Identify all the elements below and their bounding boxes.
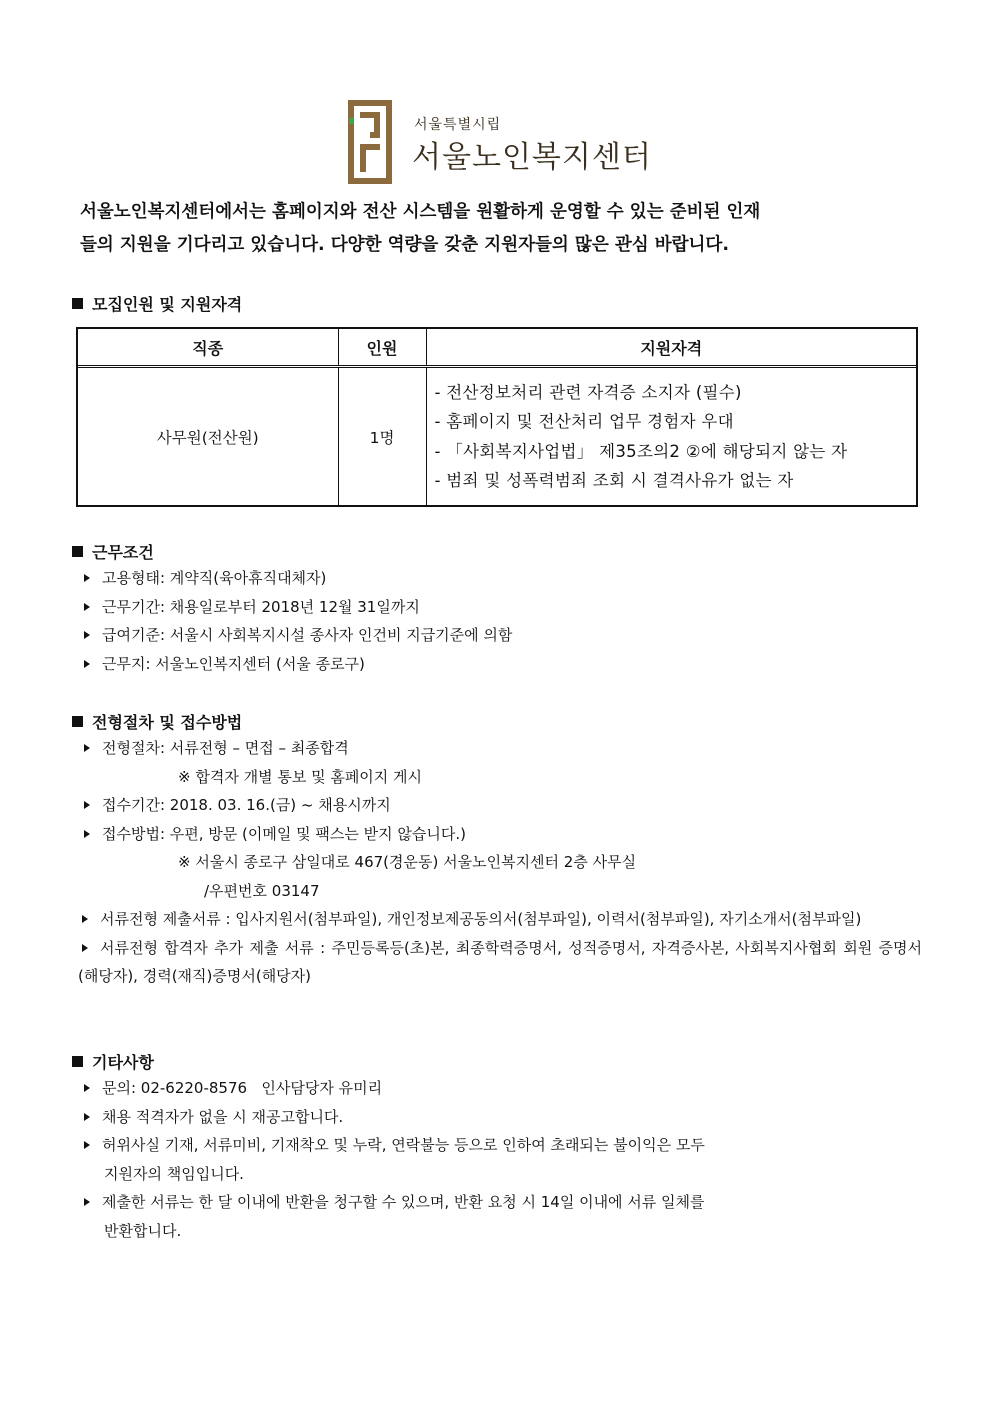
- list-item: [80, 820, 922, 849]
- intro-paragraph: [80, 196, 922, 262]
- triangle-bullet-icon: [84, 603, 90, 611]
- list-item-text: 전형절차: 서류전형 – 면접 – 최종합격: [102, 739, 349, 757]
- qualification-item: - 전산정보처리 관련 자격증 소지자 (필수): [434, 382, 742, 402]
- qualification-item: - 「사회복지사업법」 제35조의2 ②에 해당되지 않는 자: [434, 441, 848, 461]
- list-item-text: 허위사실 기재, 서류미비, 기재착오 및 누락, 연락불능 등으로 인하여 초래되는 불이익은 모두: [102, 1136, 705, 1154]
- process-list: [80, 734, 922, 991]
- count-cell: 1명: [338, 367, 426, 506]
- list-item: [80, 650, 922, 679]
- list-item-text: 제출한 서류는 한 달 이내에 반환을 청구할 수 있으며, 반환 요청 시 14일 이내에 서류 일체를: [102, 1193, 705, 1211]
- triangle-bullet-icon: [84, 744, 90, 752]
- triangle-bullet-icon: [84, 1141, 90, 1149]
- list-item: [80, 1103, 922, 1132]
- center-logo-mark-icon: [346, 98, 394, 186]
- list-item: [80, 1131, 922, 1160]
- triangle-bullet-icon: [84, 801, 90, 809]
- section-heading-recruitment: [72, 292, 242, 315]
- list-item-text: 서류전형 합격자 추가 제출 서류 : 주민등록등(초)본, 최종학력증명서, 성적증명서, 자격증사본, 사회복지사협회 회원 증명서(해당자), 경력(재직)증명서(해당자): [78, 938, 922, 985]
- list-item-text: 접수기간: 2018. 03. 16.(금) ~ 채용시까지: [102, 796, 391, 814]
- logo-big-text: 서울노인복지센터: [412, 140, 652, 175]
- triangle-bullet-icon: [84, 574, 90, 582]
- process-note: ※ 합격자 개별 통보 및 홈페이지 게시: [178, 767, 423, 786]
- triangle-bullet-icon: [84, 830, 90, 838]
- table-row: [78, 367, 916, 506]
- list-item-text: 서류전형 제출서류 : 입사지원서(첨부파일), 개인정보제공동의서(첨부파일), 이력서(첨부파일), 자기소개서(첨부파일): [100, 910, 862, 928]
- table-header-row: [78, 329, 916, 367]
- table-header-qualifications: 지원자격: [426, 329, 916, 367]
- table-header-job: 직종: [78, 329, 338, 367]
- list-item-text: 고용형태: 계약직(육아휴직대체자): [102, 569, 327, 587]
- square-bullet-icon: [72, 298, 83, 309]
- list-item: [78, 934, 922, 991]
- triangle-bullet-icon: [84, 1084, 90, 1092]
- triangle-bullet-icon: [84, 631, 90, 639]
- etc-list: [80, 1074, 922, 1245]
- logo-small-text: 서울특별시립: [414, 117, 502, 133]
- recruitment-table: [76, 327, 918, 507]
- square-bullet-icon: [72, 716, 83, 727]
- list-item: [80, 734, 922, 763]
- section-heading-conditions: [72, 540, 154, 563]
- list-item-text: 근무지: 서울노인복지센터 (서울 종로구): [102, 654, 365, 673]
- job-cell: 사무원(전산원): [78, 367, 338, 506]
- postal-code: /우편번호 03147: [204, 881, 320, 900]
- list-item-continuation: 반환합니다.: [104, 1221, 182, 1240]
- list-item: [80, 1074, 922, 1103]
- section-title: 전형절차 및 접수방법: [92, 713, 243, 732]
- section-title: 모집인원 및 지원자격: [92, 295, 243, 314]
- qualification-item: - 홈페이지 및 전산처리 업무 경험자 우대: [434, 412, 734, 431]
- triangle-bullet-icon: [84, 660, 90, 668]
- square-bullet-icon: [72, 546, 83, 557]
- triangle-bullet-icon: [82, 944, 88, 952]
- center-logo: [346, 98, 666, 188]
- list-item-text: 근무기간: 채용일로부터 2018년 12월 31일까지: [102, 597, 420, 616]
- list-item-text: 문의: 02-6220-8576 인사담당자 유미리: [102, 1079, 383, 1097]
- section-title: 기타사항: [92, 1053, 154, 1072]
- section-heading-etc: [72, 1050, 154, 1073]
- table-header-count: 인원: [338, 329, 426, 367]
- intro-line-1: 서울노인복지센터에서는 홈페이지와 전산 시스템을 원활하게 운영할 수 있는 준비된 인재: [80, 202, 761, 222]
- qualifications-cell: [426, 367, 916, 506]
- triangle-bullet-icon: [82, 915, 88, 923]
- section-title: 근무조건: [92, 543, 154, 562]
- triangle-bullet-icon: [84, 1198, 90, 1206]
- list-item: [80, 1188, 922, 1217]
- list-item: [80, 621, 922, 650]
- list-item: [80, 564, 922, 593]
- section-heading-process: [72, 710, 242, 733]
- triangle-bullet-icon: [84, 1113, 90, 1121]
- list-item: [80, 791, 922, 820]
- list-item-continuation: 지원자의 책임입니다.: [104, 1164, 244, 1183]
- square-bullet-icon: [72, 1056, 83, 1067]
- list-item-text: 채용 적격자가 없을 시 재공고합니다.: [102, 1107, 344, 1126]
- intro-line-2: 들의 지원을 기다리고 있습니다. 다양한 역량을 갖춘 지원자들의 많은 관심 바랍니다.: [80, 235, 729, 255]
- list-item: [80, 593, 922, 622]
- list-item-text: 급여기준: 서울시 사회복지시설 종사자 인건비 지급기준에 의함: [102, 626, 513, 644]
- list-item: [78, 905, 922, 934]
- address-note: ※ 서울시 종로구 삼일대로 467(경운동) 서울노인복지센터 2층 사무실: [178, 853, 637, 871]
- conditions-list: [80, 564, 922, 678]
- qualification-item: - 범죄 및 성폭력범죄 조회 시 결격사유가 없는 자: [434, 471, 794, 490]
- list-item-text: 접수방법: 우편, 방문 (이메일 및 팩스는 받지 않습니다.): [102, 824, 466, 843]
